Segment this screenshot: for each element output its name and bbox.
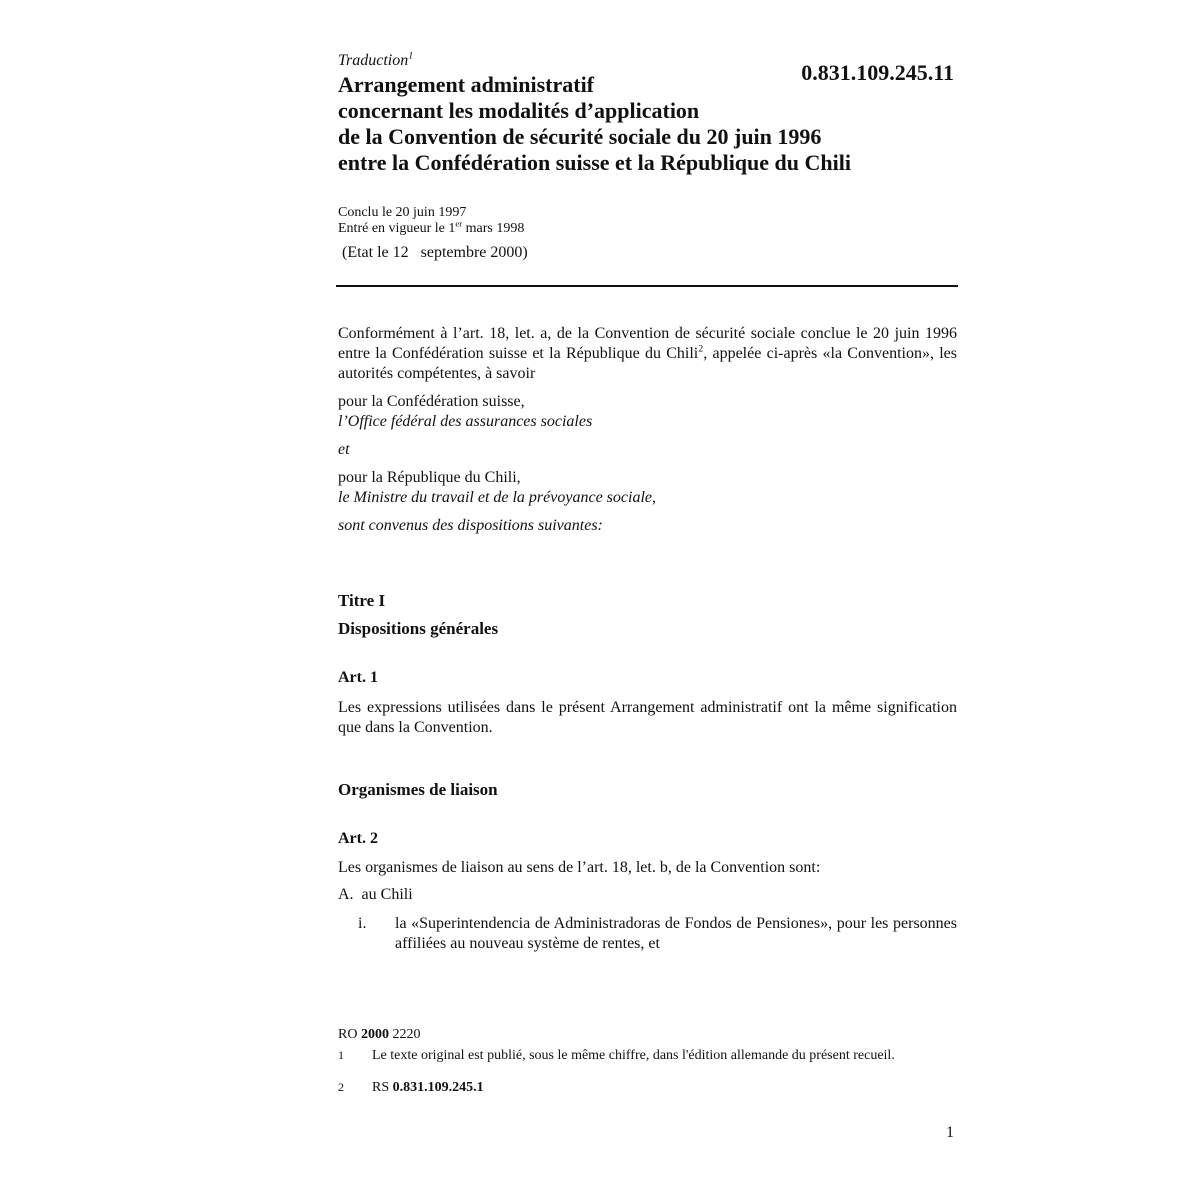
header-divider [336,285,958,287]
article-2-heading: Art. 2 [338,830,378,847]
article-1-text: Les expressions utilisées dans le présent Arrangement administratif ont la même signification que dans la Convention. [338,699,957,736]
footnote-ref-2[interactable]: 2 [698,343,704,355]
party-suisse-authority: l’Office fédéral des assurances sociales [338,413,593,430]
footnote-2: 2 RS 0.831.109.245.1 [338,1080,484,1095]
page-number: 1 [946,1124,954,1141]
article-1-heading: Art. 1 [338,669,378,686]
list-item-number: i. [358,915,367,932]
title-line: entre la Confédération suisse et la République du Chili [338,150,851,175]
list-item-i [358,914,957,954]
party-suisse-label: pour la Confédération suisse, [338,393,525,410]
document-code: 0.831.109.245.11 [801,60,954,85]
party-chili-label: pour la République du Chili, [338,469,521,486]
document-page [338,0,958,1200]
chapter-heading-organismes: Organismes de liaison [338,780,498,799]
conjunction-et: et [338,441,350,458]
translation-note [338,52,413,70]
footnote-1: 1 Le texte original est publié, sous le même chiffre, dans l'édition allemande du présent recueil. [338,1048,895,1063]
preamble-conclusion: sont convenus des dispositions suivantes: [338,517,603,534]
article-2-text: Les organismes de liaison au sens de l’art. 18, let. b, de la Convention sont: [338,859,821,876]
party-chili-authority: le Ministre du travail et de la prévoyance sociale, [338,489,656,506]
party-suisse [338,392,957,432]
party-chili [338,468,957,508]
title-line: de la Convention de sécurité sociale du 20 juin 1996 [338,124,822,149]
title-line: Arrangement administratif [338,72,595,97]
document-dates [338,205,524,237]
section-subtitle: Dispositions générales [338,619,499,638]
document-title [338,72,958,176]
list-item-a: A. au Chili [338,886,413,903]
traduction-label: Traduction [338,52,409,69]
ro-reference: RO 2000 2220 [338,1027,421,1042]
preamble-intro: Conformément à l’art. 18, let. a, de la Convention de sécurité sociale conclue le 20 juin 1996 entre la Confédération suisse et la République du Chili$^2$, appelée ci-après «la Convention», les autorités compétentes, à savoir [338,325,958,382]
conclu-date: Conclu le 20 juin 1997 [338,205,467,220]
status-date: (Etat le 12 septembre 2000) [338,244,528,261]
section-title: Titre I [338,591,386,610]
footnote-ref-1[interactable]: 1 [408,50,414,62]
entry-into-force-date: Entré en vigueur le 1er mars 1998 [338,218,525,236]
title-line: concernant les modalités d’application [338,98,700,123]
list-item-text: la «Superintendencia de Administradoras de Fondos de Pensiones», pour les personnes affiliées au nouveau système de rentes, et [395,915,957,952]
